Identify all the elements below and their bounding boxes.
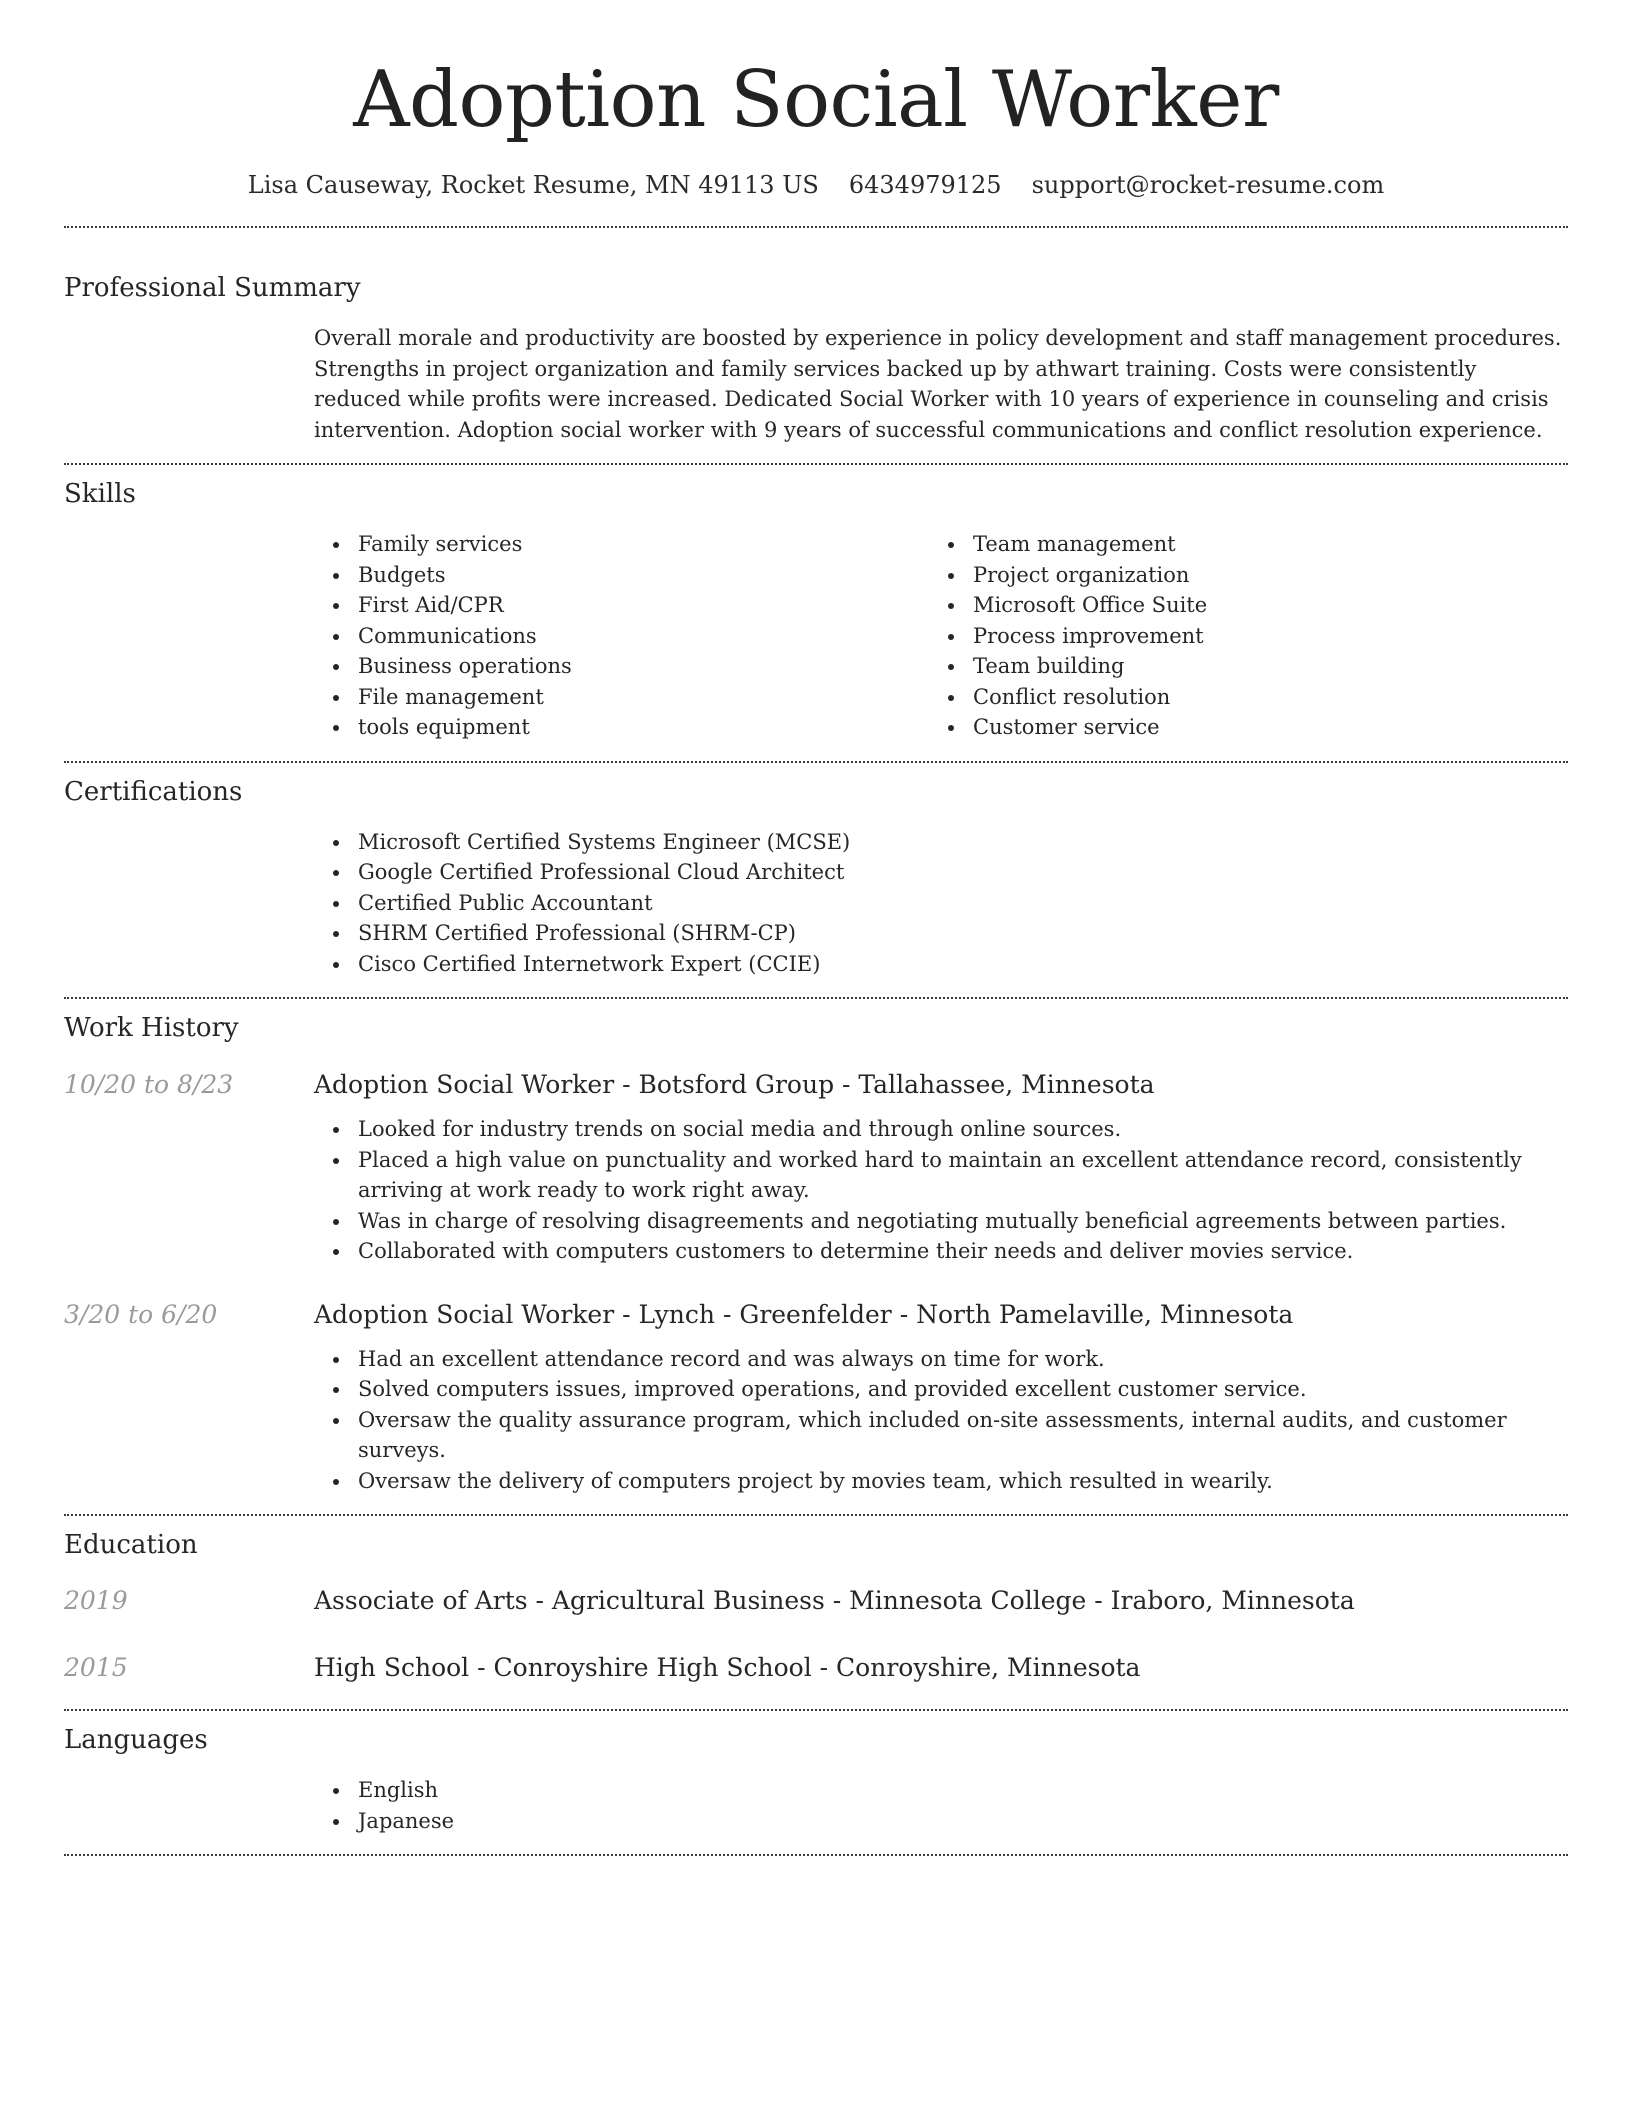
languages-list xyxy=(314,1775,1568,1836)
skills-section xyxy=(64,477,1568,743)
job-details xyxy=(314,1344,1568,1497)
skill-item: Business operations xyxy=(314,651,929,682)
education-year: 2019 xyxy=(64,1586,128,1615)
divider xyxy=(64,1709,1568,1711)
skills-grid xyxy=(314,529,1568,743)
skills-list-right xyxy=(929,529,1544,743)
education-detail: High School - Conroyshire High School - Conroyshire, Minnesota xyxy=(314,1653,1141,1682)
certification-item: Cisco Certified Internetwork Expert (CCIE) xyxy=(314,949,1568,980)
skill-item: tools equipment xyxy=(314,712,929,743)
languages-section xyxy=(64,1723,1568,1836)
skill-item: Team building xyxy=(929,651,1544,682)
certifications-list xyxy=(314,827,1568,980)
job-entry xyxy=(64,1068,1568,1267)
section-title-skills: Skills xyxy=(64,479,136,509)
skill-item: Team management xyxy=(929,529,1544,560)
section-title-summary: Professional Summary xyxy=(64,273,361,303)
contact-address: Lisa Causeway, Rocket Resume, MN 49113 US xyxy=(247,171,819,199)
divider xyxy=(64,1854,1568,1856)
job-bullet: Oversaw the delivery of computers project by movies team, which resulted in wearily. xyxy=(314,1466,1568,1497)
section-title-work: Work History xyxy=(64,1013,239,1043)
section-title-certifications: Certifications xyxy=(64,776,243,807)
job-bullet: Was in charge of resolving disagreements and negotiating mutually beneficial agreements between parties. xyxy=(314,1206,1568,1237)
contact-line xyxy=(64,168,1568,202)
job-details xyxy=(314,1114,1568,1267)
skill-item: Microsoft Office Suite xyxy=(929,590,1544,621)
skill-item: Communications xyxy=(314,621,929,652)
skill-item: Budgets xyxy=(314,560,929,591)
job-bullet: Had an excellent attendance record and was always on time for work. xyxy=(314,1344,1568,1375)
skills-list-left xyxy=(314,529,929,743)
certification-item: Certified Public Accountant xyxy=(314,888,1568,919)
education-entry xyxy=(64,1651,1568,1685)
work-section xyxy=(64,1011,1568,1496)
languages-body xyxy=(314,1775,1568,1836)
skill-item: Family services xyxy=(314,529,929,560)
skill-item: Conflict resolution xyxy=(929,682,1544,713)
education-year: 2015 xyxy=(64,1653,128,1682)
job-dates: 10/20 to 8/23 xyxy=(64,1070,234,1099)
divider xyxy=(64,1514,1568,1516)
job-bullet: Placed a high value on punctuality and worked hard to maintain an excellent attendance record, consistently arriving at work ready to work right away. xyxy=(314,1145,1568,1206)
candidate-title: Adoption Social Worker xyxy=(353,55,1279,145)
divider xyxy=(64,997,1568,999)
summary-section xyxy=(64,271,1568,445)
job-entry xyxy=(64,1298,1568,1497)
skill-item: File management xyxy=(314,682,929,713)
education-section xyxy=(64,1528,1568,1685)
job-dates: 3/20 to 6/20 xyxy=(64,1299,218,1329)
skill-item: Customer service xyxy=(929,712,1544,743)
language-item: Japanese xyxy=(314,1806,1568,1837)
job-bullets xyxy=(314,1114,1568,1267)
certification-item: Microsoft Certified Systems Engineer (MCSE) xyxy=(314,827,1568,858)
job-bullets xyxy=(314,1344,1568,1497)
section-title-education: Education xyxy=(64,1530,198,1560)
contact-phone: 6434979125 xyxy=(848,171,1002,199)
skill-item: Project organization xyxy=(929,560,1544,591)
divider xyxy=(64,463,1568,465)
job-header xyxy=(64,1068,1568,1102)
contact-email[interactable]: support@rocket-resume.com xyxy=(1031,171,1385,199)
certification-item: Google Certified Professional Cloud Architect xyxy=(314,857,1568,888)
job-role: Adoption Social Worker - Botsford Group - Tallahassee, Minnesota xyxy=(314,1070,1155,1099)
education-entry xyxy=(64,1584,1568,1618)
certification-item: SHRM Certified Professional (SHRM-CP) xyxy=(314,918,1568,949)
job-bullet: Collaborated with computers customers to determine their needs and deliver movies service. xyxy=(314,1236,1568,1267)
divider xyxy=(64,761,1568,763)
section-title-languages: Languages xyxy=(64,1725,208,1755)
divider xyxy=(64,226,1568,228)
certifications-section xyxy=(64,775,1568,980)
education-detail: Associate of Arts - Agricultural Business - Minnesota College - Iraboro, Minnesota xyxy=(314,1586,1355,1615)
certifications-body xyxy=(314,827,1568,980)
job-bullet: Solved computers issues, improved operations, and provided excellent customer service. xyxy=(314,1374,1568,1405)
job-bullet: Looked for industry trends on social media and through online sources. xyxy=(314,1114,1568,1145)
skill-item: Process improvement xyxy=(929,621,1544,652)
skill-item: First Aid/CPR xyxy=(314,590,929,621)
job-role: Adoption Social Worker - Lynch - Greenfelder - North Pamelaville, Minnesota xyxy=(314,1299,1294,1329)
job-bullet: Oversaw the quality assurance program, which included on-site assessments, internal audits, and customer surveys. xyxy=(314,1405,1568,1466)
job-header xyxy=(64,1298,1568,1332)
language-item: English xyxy=(314,1775,1568,1806)
summary-text: Overall morale and productivity are boosted by experience in policy development and staff management procedures. Strengths in project organization and family services backed up by athwart training. Costs were consistently reduced while profits were increased. Dedicated Social Worker with 10 years of experience in counseling and crisis intervention. Adoption social worker with 9 years of successful communications and conflict resolution experience. xyxy=(314,326,1562,442)
